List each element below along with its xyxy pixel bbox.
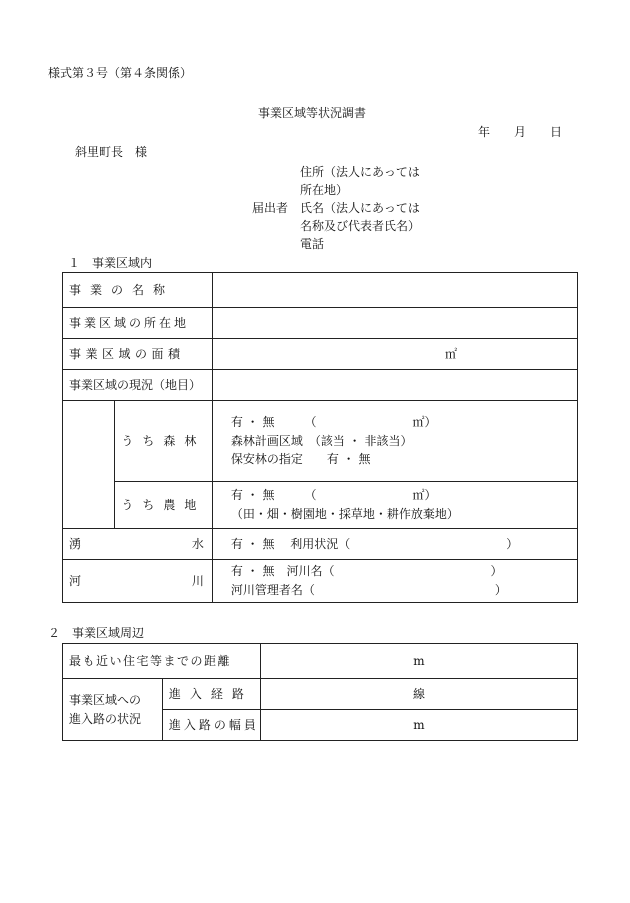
row-spring [63,529,578,560]
current-status-field[interactable] [212,370,577,401]
spring-value: 有 ・ 無 利用状況（ ） [230,536,519,551]
width-field[interactable] [260,710,577,741]
route-field[interactable] [260,679,577,710]
applicant-name-line2: 名称及び代表者氏名） [300,219,421,233]
row-forest [63,401,578,482]
forest-line1: 有 ・ 無 （ ㎡） [230,415,437,430]
form-number: 様式第３号（第４条関係） [48,66,193,80]
row-farmland [63,482,578,529]
current-status-label: 事業区域の現況（地目） [63,370,213,401]
location-label: 事業区域の所在地 [63,308,213,339]
nearest-house-field[interactable] [260,644,577,679]
forest-line2: 森林計画区域 （該当 ・ 非該当） [230,433,413,448]
section2-table [62,643,578,741]
river-label-right: 川 [191,574,204,588]
project-name-label: 事業の名称 [63,273,213,308]
applicant-address-line2: 所在地） [300,183,349,197]
row-current-status [63,370,578,401]
river-label [63,560,213,603]
row-route [63,679,578,710]
project-name-field[interactable] [212,273,577,308]
route-unit: 線 [412,687,425,701]
area-unit: ㎡ [444,347,457,361]
route-label: 進入経路 [162,679,260,710]
river-label-left: 河 [69,574,82,588]
spring-field[interactable] [212,529,577,560]
area-label: 事業区域の面積 [63,339,213,370]
river-line1: 有 ・ 無 河川名（ ） [230,564,503,579]
row-location [63,308,578,339]
farmland-line2: （田・畑・樹園地・採草地・耕作放棄地） [230,507,459,521]
applicant-address-line1: 住所（法人にあっては [300,165,420,179]
area-field[interactable] [212,339,577,370]
farmland-line1: 有 ・ 無 （ ㎡） [230,488,437,503]
spring-label-right: 水 [191,537,204,551]
access-label-line2: 進入路の状況 [69,711,142,726]
row-project-name [63,273,578,308]
river-field[interactable] [212,560,577,603]
addressee: 斜里町長 様 [75,145,148,159]
access-label-line1: 事業区域への [69,692,142,707]
document-title: 事業区域等状況調書 [258,106,367,120]
farmland-field[interactable] [212,482,577,529]
row-river [63,560,578,603]
nearest-house-unit: m [413,654,425,668]
farmland-label: うち農地 [114,482,212,529]
forest-field[interactable] [212,401,577,482]
width-unit: m [413,718,425,732]
forest-line3: 保安林の指定 有 ・ 無 [230,452,371,467]
row-area [63,339,578,370]
applicant-role: 届出者 [252,201,289,215]
row-nearest-house [63,644,578,679]
section1-table [62,272,578,603]
nearest-house-label: 最も近い住宅等までの距離 [63,644,261,679]
date-line: 年 月 日 [478,125,563,139]
access-label [63,679,163,741]
width-label: 進入路の幅員 [162,710,260,741]
applicant-phone: 電話 [300,237,325,251]
section1-heading: １ 事業区域内 [68,256,153,270]
forest-label: うち森林 [114,401,212,482]
river-line2: 河川管理者名（ ） [230,583,507,597]
location-field[interactable] [212,308,577,339]
spring-label-left: 湧 [69,537,82,551]
spring-label [63,529,213,560]
applicant-name-line1: 氏名（法人にあっては [300,201,420,215]
section2-heading: ２ 事業区域周辺 [48,626,145,640]
status-sub-spacer [63,401,115,529]
